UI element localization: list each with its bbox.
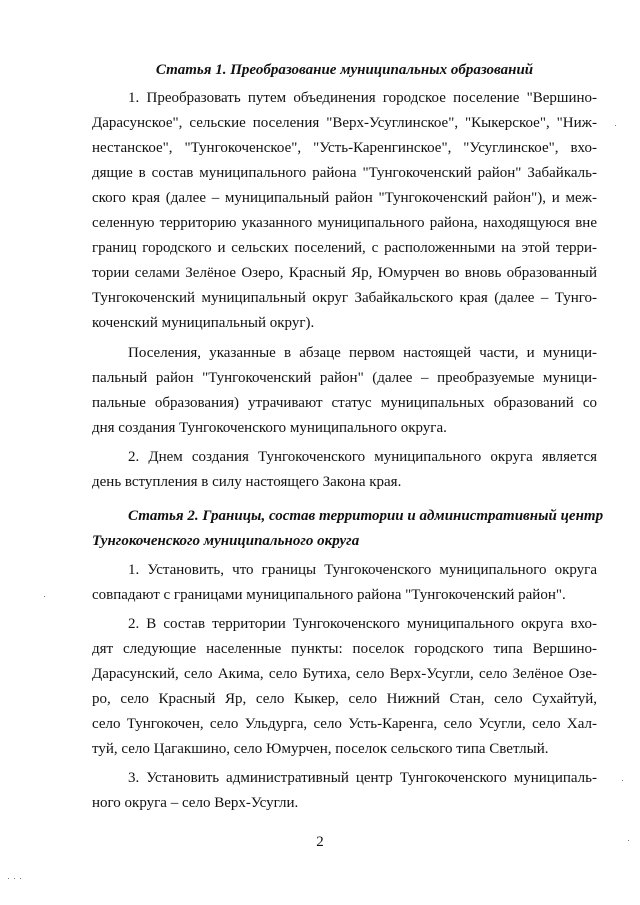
article-1-text-line: тории селами Зелёное Озеро, Красный Яр, Юмурчен во вновь образованный: [92, 265, 597, 281]
article-1-text-line: пальные образования) утрачивают статус муниципальных образований со: [92, 395, 597, 411]
article-1-text-line: дящие в состав муниципального района "Тунгокоченский район" Забайкаль-: [92, 165, 597, 181]
article-1-text-line: день вступления в силу настоящего Закона края.: [92, 474, 402, 490]
scan-speck: [14, 878, 15, 879]
article-2-text-line: ро, село Красный Яр, село Кыкер, село Нижний Стан, село Сухайтуй,: [92, 691, 597, 707]
scan-speck: [615, 125, 616, 126]
article-1-text-line: дня создания Тунгокоченского муниципального округа.: [92, 420, 447, 436]
article-1-text-line: коченский муниципальный округ).: [92, 315, 315, 331]
scan-speck: [20, 878, 21, 879]
article-1-text-line: Тунгокоченский муниципальный округ Забайкальского края (далее – Тунго-: [92, 290, 597, 306]
scan-speck: [622, 780, 623, 781]
article-2-text-line: дят следующие населенные пункты: поселок городского типа Вершино-: [92, 641, 597, 657]
article-1-text-line: нестанское", "Тунгокоченское", "Усть-Каренгинское", "Усуглинское", вхо-: [92, 140, 597, 156]
article-2-text-line: совпадают с границами муниципального района "Тунгокоченский район".: [92, 587, 566, 603]
scan-speck: [8, 878, 9, 879]
article-1-text-line: границ городского и сельских поселений, с расположенными на этой терри-: [92, 240, 597, 256]
article-2-text-line: ного округа – село Верх-Усугли.: [92, 795, 299, 811]
article-2-text-line: 3. Установить административный центр Тунгокоченского муниципаль-: [128, 770, 597, 786]
article-1-text-line: Поселения, указанные в абзаце первом настоящей части, и муници-: [128, 345, 597, 361]
article-1-text-line: селенную территорию указанного муниципального района, находящуюся вне: [92, 215, 597, 231]
page-number: 2: [316, 834, 324, 850]
scan-speck: [44, 596, 45, 597]
article-2-text-line: 1. Установить, что границы Тунгокоченского муниципального округа: [128, 562, 597, 578]
article-2-text-line: туй, село Цагакшино, село Юмурчен, поселок сельского типа Светлый.: [92, 741, 549, 757]
article-2-text-line: Дарасунский, село Акима, село Бутиха, село Верх-Усугли, село Зелёное Озе-: [92, 666, 597, 682]
article-1-text-line: ского края (далее – муниципальный район "Тунгокоченский район"), и меж-: [92, 190, 597, 206]
article-2-heading: Статья 2. Границы, состав территории и административный центр: [128, 508, 604, 524]
article-2-text-line: 2. В состав территории Тунгокоченского муниципального округа вхо-: [128, 616, 597, 632]
article-1-text-line: 1. Преобразовать путем объединения городское поселение "Вершино-: [128, 90, 597, 106]
article-1-heading: Статья 1. Преобразование муниципальных образований: [155, 62, 534, 78]
scan-speck: [628, 840, 629, 841]
article-1-text-line: 2. Днем создания Тунгокоченского муниципального округа является: [128, 449, 597, 465]
article-2-heading: Тунгокоченского муниципального округа: [92, 533, 360, 549]
article-1-text-line: Дарасунское", сельские поселения "Верх-Усуглинское", "Кыкерское", "Ниж-: [92, 115, 597, 131]
article-1-text-line: пальный район "Тунгокоченский район" (далее – преобразуемые муници-: [92, 370, 597, 386]
article-2-text-line: село Тунгокочен, село Ульдурга, село Усть-Каренга, село Усугли, село Хал-: [92, 716, 597, 732]
